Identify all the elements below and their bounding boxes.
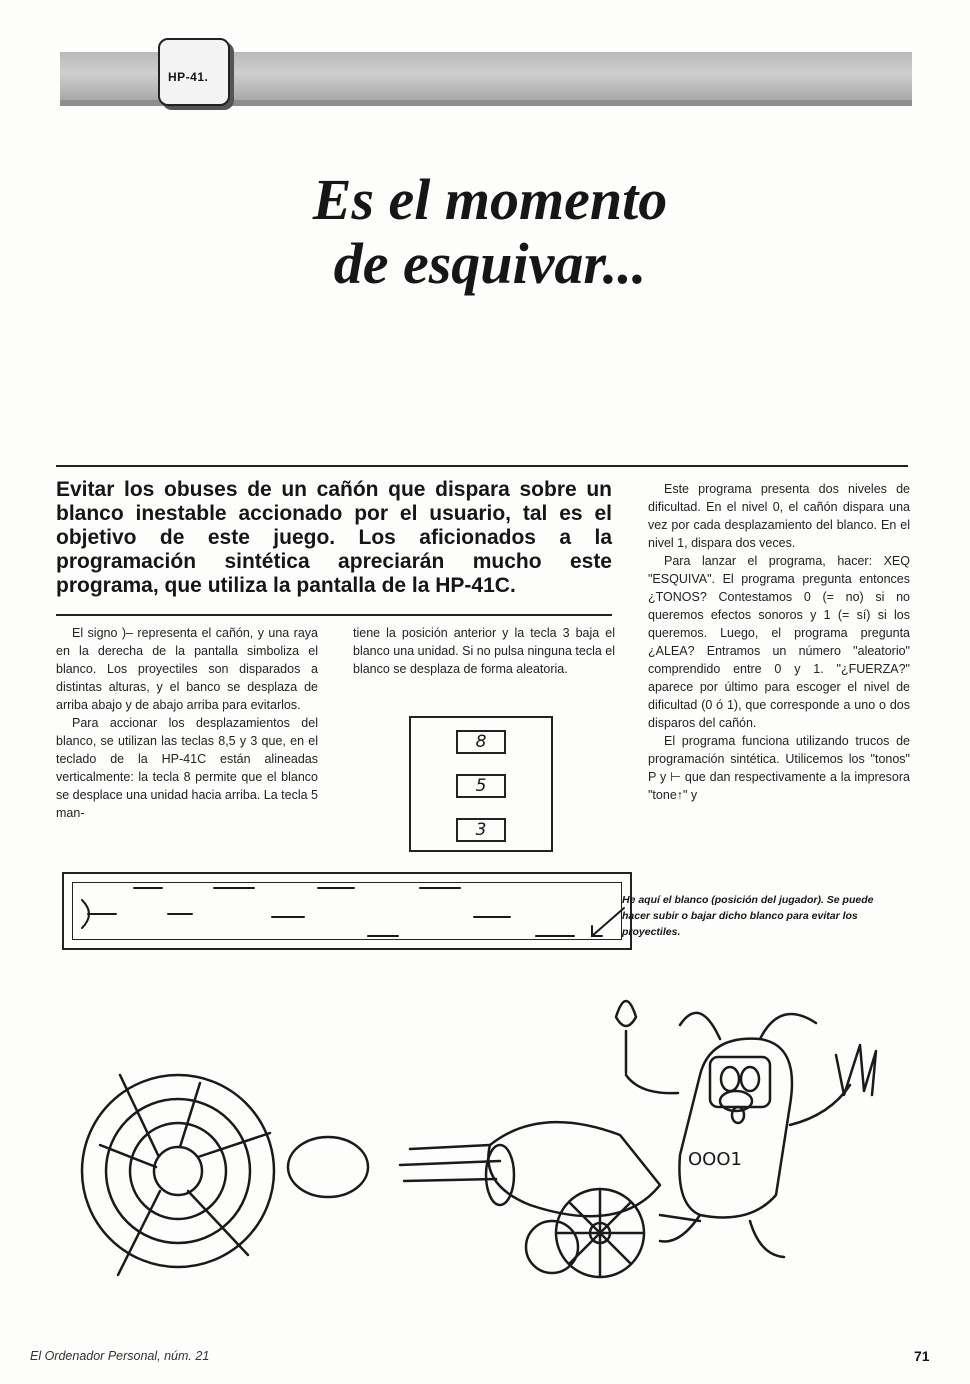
keypad-figure [409,716,553,852]
display-segments-drawing [64,874,630,948]
cartoon-illustration [60,995,900,1285]
footer-source: El Ordenador Personal, núm. 21 [30,1349,210,1363]
body-column-2 [353,624,615,678]
col3-paragraph-1: Este programa presenta dos niveles de dificultad. En el nivel 0, el cañón dispara una vez por cada desplazamiento del blanco. En el nivel 1, dispara dos veces. [648,482,910,550]
title-line-1: Es el momento [312,167,668,232]
col1-paragraph-1: El signo )– representa el cañón, y una raya en la derecha de la pantalla simboliza el blanco. Los proyectiles son disparados a distintas alturas, y el banco se desplaza de arriba abajo y de abajo arriba para evitarlos. [56,626,318,712]
article-title [220,168,760,296]
col3-paragraph-2: Para lanzar el programa, hacer: XEQ "ESQUIVA". El programa pregunta entonces ¿TONOS? Contestamos 0 (= no) si no queremos efectos sonoros y 1 (= sí) si los queremos. Luego, el programa pregunta ¿ALEA? Entramos un número "aleatorio" comprendido entre 0 y 1. "¿FUERZA?" aparece por último para escoger el nivel de dificultad (0 ó 1), que corresponde a uno o dos disparos del cañón. [648,554,910,730]
calculator-character-drawing [616,1001,876,1257]
top-rule [56,465,908,467]
figure-caption: He aquí el blanco (posición del jugador). Se puede hacer subir o bajar dicho blanco para evitar los proyectiles. [622,894,874,938]
key-5: 5 [456,774,506,798]
cartoon-label: OOO1 [688,1149,742,1170]
target-rings-drawing [82,1075,274,1275]
cannonball-drawing [288,1137,368,1197]
title-line-2: de esquivar... [333,231,647,296]
body-column-1 [56,624,318,822]
section-tab-label: HP-41. [168,70,209,84]
lead-rule [56,614,612,616]
calculator-display-figure [62,872,632,950]
col2-paragraph-1: tiene la posición anterior y la tecla 3 baja el blanco una unidad. Si no pulsa ninguna tecla el blanco se desplaza de forma aleatoria. [353,626,616,676]
cannon-drawing [486,1122,700,1277]
key-3: 3 [456,818,506,842]
lead-paragraph: Evitar los obuses de un cañón que dispara sobre un blanco inestable accionado por el usuario, tal es el objetivo de este juego. Los aficionados a la programación sintética apreciarán mucho este programa, que utiliza la pantalla de la HP-41C. [56,478,612,597]
body-column-3 [648,480,910,804]
page-number: 71 [914,1348,930,1364]
col1-paragraph-2: Para accionar los desplazamientos del blanco, se utilizan las teclas 8,5 y 3 que, en el teclado de la HP-41C están alineadas verticalmente: la tecla 8 permite que el blanco se desplace una unidad hacia arriba. La tecla 5 man- [56,716,318,820]
key-8: 8 [456,730,506,754]
pointer-line [592,908,624,936]
col3-paragraph-3: El programa funciona utilizando trucos de programación sintética. Utilicemos los "tonos" P y ⊢ que dan respectivamente a la impresora "tone↑" y [648,734,910,802]
